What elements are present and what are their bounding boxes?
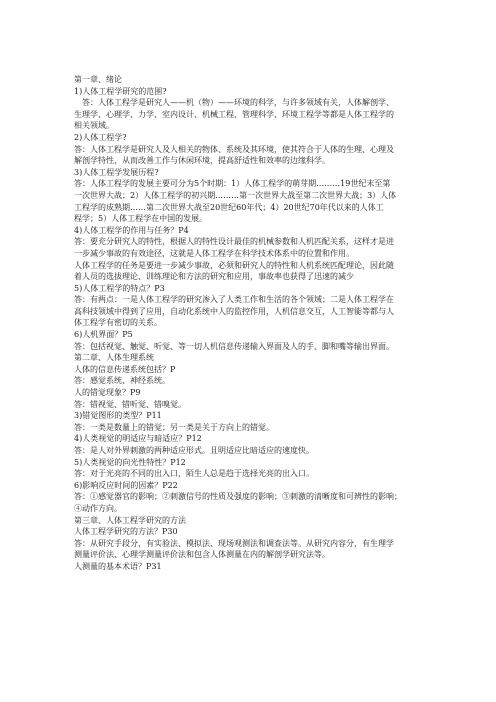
answer-line: 答：包括视觉、触觉、听觉、等一切人机信息传递输入界面及人的手、脚和嘴等输出界面。	[74, 341, 394, 351]
answer-line: 答：一类是数量上的错觉；另一类是关于方向上的错觉。	[74, 422, 274, 432]
question-line: 3)错觉图形的类型？P11	[74, 411, 162, 421]
chapter-heading: 第三章、人体工程学研究的方法	[74, 515, 186, 525]
answer-line: 人体工程学的任务是要进一步减少事故，必须和研究人的特性和人机系统匹配理论，因此随	[74, 260, 394, 270]
answer-line: 答：从研究手段分，有实验法、模拟法、现场观测法和调查法等。从研究内容分，有生理学	[74, 538, 394, 548]
answer-line: 答：对于光亮的不同的出入口，陌生人总是趋于选择光亮的出入口。	[74, 469, 314, 479]
answer-line: 答：要充分研究人的特性，根据人的特性设计最佳的机械参数和人机匹配关系，这样才是进	[74, 237, 394, 247]
answer-line: 一步减少事故的有效途径，这就是人体工程学在科学技术体系中的位置和作用。	[74, 248, 354, 258]
answer-line: 程学；5）人体工程学在中国的发展。	[74, 214, 208, 224]
question-line: 人体工程学研究的方法？P30	[74, 527, 178, 537]
answer-line: 答：有两点：一是人体工程学的研究渗入了人类工作和生活的各个领域；二是人体工程学在	[74, 295, 394, 305]
question-line: 1)人体工程学研究的范围?	[74, 86, 167, 96]
question-line: 5)人类视觉的向光性特性？P12	[74, 457, 186, 467]
answer-line: 答：①感觉器官的影响；②刺激信号的性质及强度的影响；③刺激的清晰度和可辨性的影响；	[74, 492, 402, 502]
question-line: 人的错觉现象？P9	[74, 388, 141, 398]
answer-line: 着人员的选拔理论、训练理论和方法的研究和应用，事故率也获得了迅速的减少	[74, 272, 354, 282]
answer-line: 生理学、心理学、力学、室内设计、机械工程、管理科学、环境工程学等都是人体工程学的	[74, 109, 394, 119]
document-page	[74, 74, 424, 573]
answer-line: 答：人体工程学的发展主要可分为5个时期：1）人体工程学的萌芽期………19世纪末至第	[74, 179, 391, 189]
question-line: 人体的信息传递系统包括？P	[74, 364, 176, 374]
chapter-heading: 第一章、绪论	[74, 75, 122, 84]
question-line: 4)人体工程学的作用与任务？P4	[74, 225, 189, 235]
answer-line: 答：感觉系统、神经系统。	[74, 376, 170, 386]
question-line: 5)人体工程学的特点？P3	[74, 283, 165, 293]
answer-line: 解剖学特性，从而改善工作与休闲环境，提高舒适性和效率的边缘科学。	[74, 156, 330, 166]
answer-line: 工程学的成熟期……第二次世界大战至20世纪60年代；4）20世纪70年代以来的人体工	[74, 202, 384, 212]
answer-line: 一次世界大战；2）人体工程学的初兴期………第一次世界大战至第二次世界大战；3）人体	[74, 190, 397, 200]
question-line: 4)人类视觉的明适应与暗适应？P12	[74, 434, 202, 444]
question-line: 6)影响反应时间的因素？P22	[74, 480, 178, 490]
question-line: 3)人体工程学发展历程?	[74, 167, 159, 177]
chapter-heading: 第二章、人体生理系统	[74, 353, 154, 363]
question-line: 人测量的基本术语？P31	[74, 561, 162, 571]
question-line: 2)人体工程学?	[74, 132, 127, 142]
answer-line: 答：人体工程学是研究人及人相关的物体、系统及其环境，使其符合于人体的生理、心理及	[74, 144, 394, 154]
question-line: 6)人机界面？P5	[74, 330, 133, 340]
answer-line: ④动作方向。	[74, 503, 122, 513]
answer-line: 答：人体工程学是研究人——机（物）——环境的科学，与许多领域有关，人体解剖学、	[74, 98, 394, 108]
answer-line: 答：是人对外界刺激的两种适应形式。且明适应比暗适应的速度快。	[74, 446, 314, 455]
answer-line: 高科技领域中得到了应用，自动化系统中人的监控作用，人机信息交互，人工智能等都与人	[74, 306, 394, 316]
answer-line: 体工程学有密切的关系。	[74, 318, 162, 328]
answer-line: 测量评价法、心理学测量评价法和包含人体测量在内的解剖学研究法等。	[74, 550, 330, 560]
answer-line: 答：错视觉、错听觉、错嗅觉。	[74, 399, 186, 409]
answer-line: 相关领域。	[74, 121, 114, 131]
